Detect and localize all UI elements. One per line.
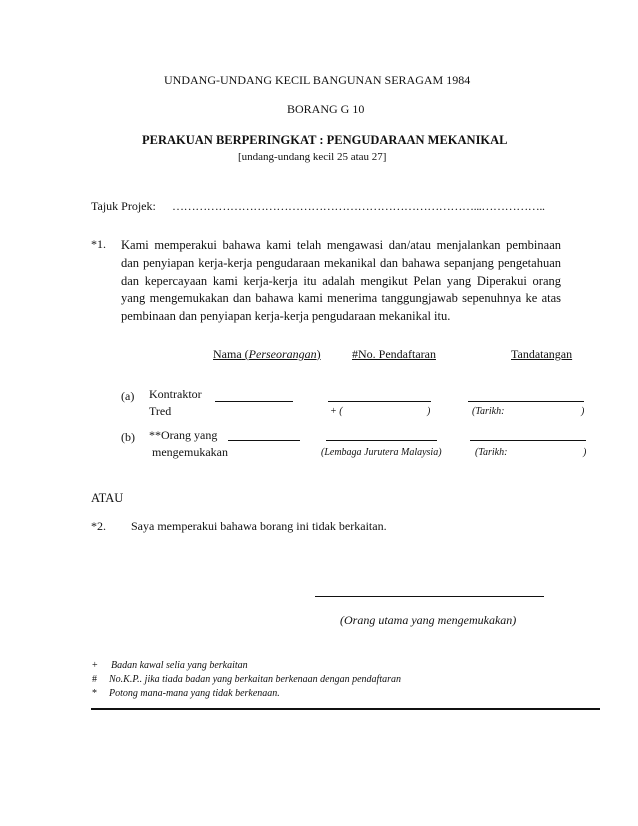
column-name-italic: Perseorangan: [248, 347, 317, 361]
column-name-header: Nama (Perseorangan): [213, 347, 321, 361]
row-a-label-2: Tred: [149, 404, 172, 418]
act-title: UNDANG-UNDANG KECIL BANGUNAN SERAGAM 1984: [164, 73, 471, 87]
footnote-3-text: Potong mana-mana yang tidak berkenaan.: [109, 688, 280, 699]
row-b-name-field[interactable]: [228, 440, 300, 441]
column-name-label: Nama: [213, 347, 242, 361]
form-title: PERAKUAN BERPERINGKAT : PENGUDARAAN MEKANIKAL: [142, 133, 508, 147]
clause-1-text: Kami memperakui bahawa kami telah mengawasi dan/atau menjalankan pembinaan dan penyiapan kerja-kerja pengudaraan mekanikal dan bahawa sepanjang pengetahuan dan kepercayaan kami kerja-kerja itu adalah mengikut Pelan yang Diperakui orang yang mengemukakan dan bahawa kami menerima tanggungjawab sepenuhnya ke atas pembinaan dan penyiapan kerja-kerja pengudaraan mekanikal itu.: [121, 238, 561, 324]
row-a-registration-field[interactable]: [328, 401, 431, 402]
project-label: Tajuk Projek:: [91, 199, 156, 213]
row-a-date-open: (Tarikh:: [472, 406, 505, 417]
clause-2-text: Saya memperakui bahawa borang ini tidak berkaitan.: [131, 519, 387, 533]
row-a-label-1: Kontraktor: [149, 387, 202, 401]
project-title-field[interactable]: [172, 199, 545, 214]
row-a-marker: (a): [121, 389, 135, 403]
form-number: BORANG G 10: [287, 102, 365, 116]
row-b-label-2: mengemukakan: [152, 445, 228, 459]
row-b-date-open: (Tarikh:: [475, 447, 508, 458]
project-dots: ……………………………………………………………………...……………..: [172, 199, 545, 213]
footnote-1-marker: +: [92, 660, 98, 671]
row-b-signature-field[interactable]: [470, 440, 586, 441]
by-law-reference: [undang-undang kecil 25 atau 27]: [238, 151, 387, 163]
footnote-2-text: No.K.P.. jika tiada badan yang berkaitan berkenaan dengan pendaftaran: [109, 674, 402, 685]
row-a-name-field[interactable]: [215, 401, 293, 402]
row-b-label-1: **Orang yang: [149, 428, 218, 442]
bottom-rule: [91, 708, 600, 710]
column-registration-header: [352, 347, 436, 362]
row-a-reg-note-open: + (: [330, 406, 343, 417]
row-a-reg-note-close: ): [427, 406, 431, 417]
principal-signature-line[interactable]: [315, 596, 544, 597]
column-registration-label: #No. Pendaftaran: [352, 347, 436, 361]
row-a-signature-field[interactable]: [468, 401, 584, 402]
row-a-date-close: ): [581, 406, 585, 417]
column-signature-header: [511, 347, 572, 362]
atau-separator: ATAU: [91, 491, 124, 505]
column-signature-label: Tandatangan: [511, 347, 573, 361]
footnote-2-marker: #: [92, 674, 97, 685]
row-b-marker: (b): [121, 430, 135, 444]
row-b-registration-field[interactable]: [326, 440, 437, 441]
footnote-3-marker: *: [92, 688, 97, 699]
footnote-1-text: Badan kawal selia yang berkaitan: [111, 660, 248, 671]
clause-2-marker: *2.: [91, 519, 106, 533]
row-b-reg-note: (Lembaga Jurutera Malaysia): [321, 447, 442, 458]
row-b-date-close: ): [583, 447, 587, 458]
signature-caption: (Orang utama yang mengemukakan): [340, 613, 517, 627]
clause-1-marker: *1.: [91, 237, 106, 251]
